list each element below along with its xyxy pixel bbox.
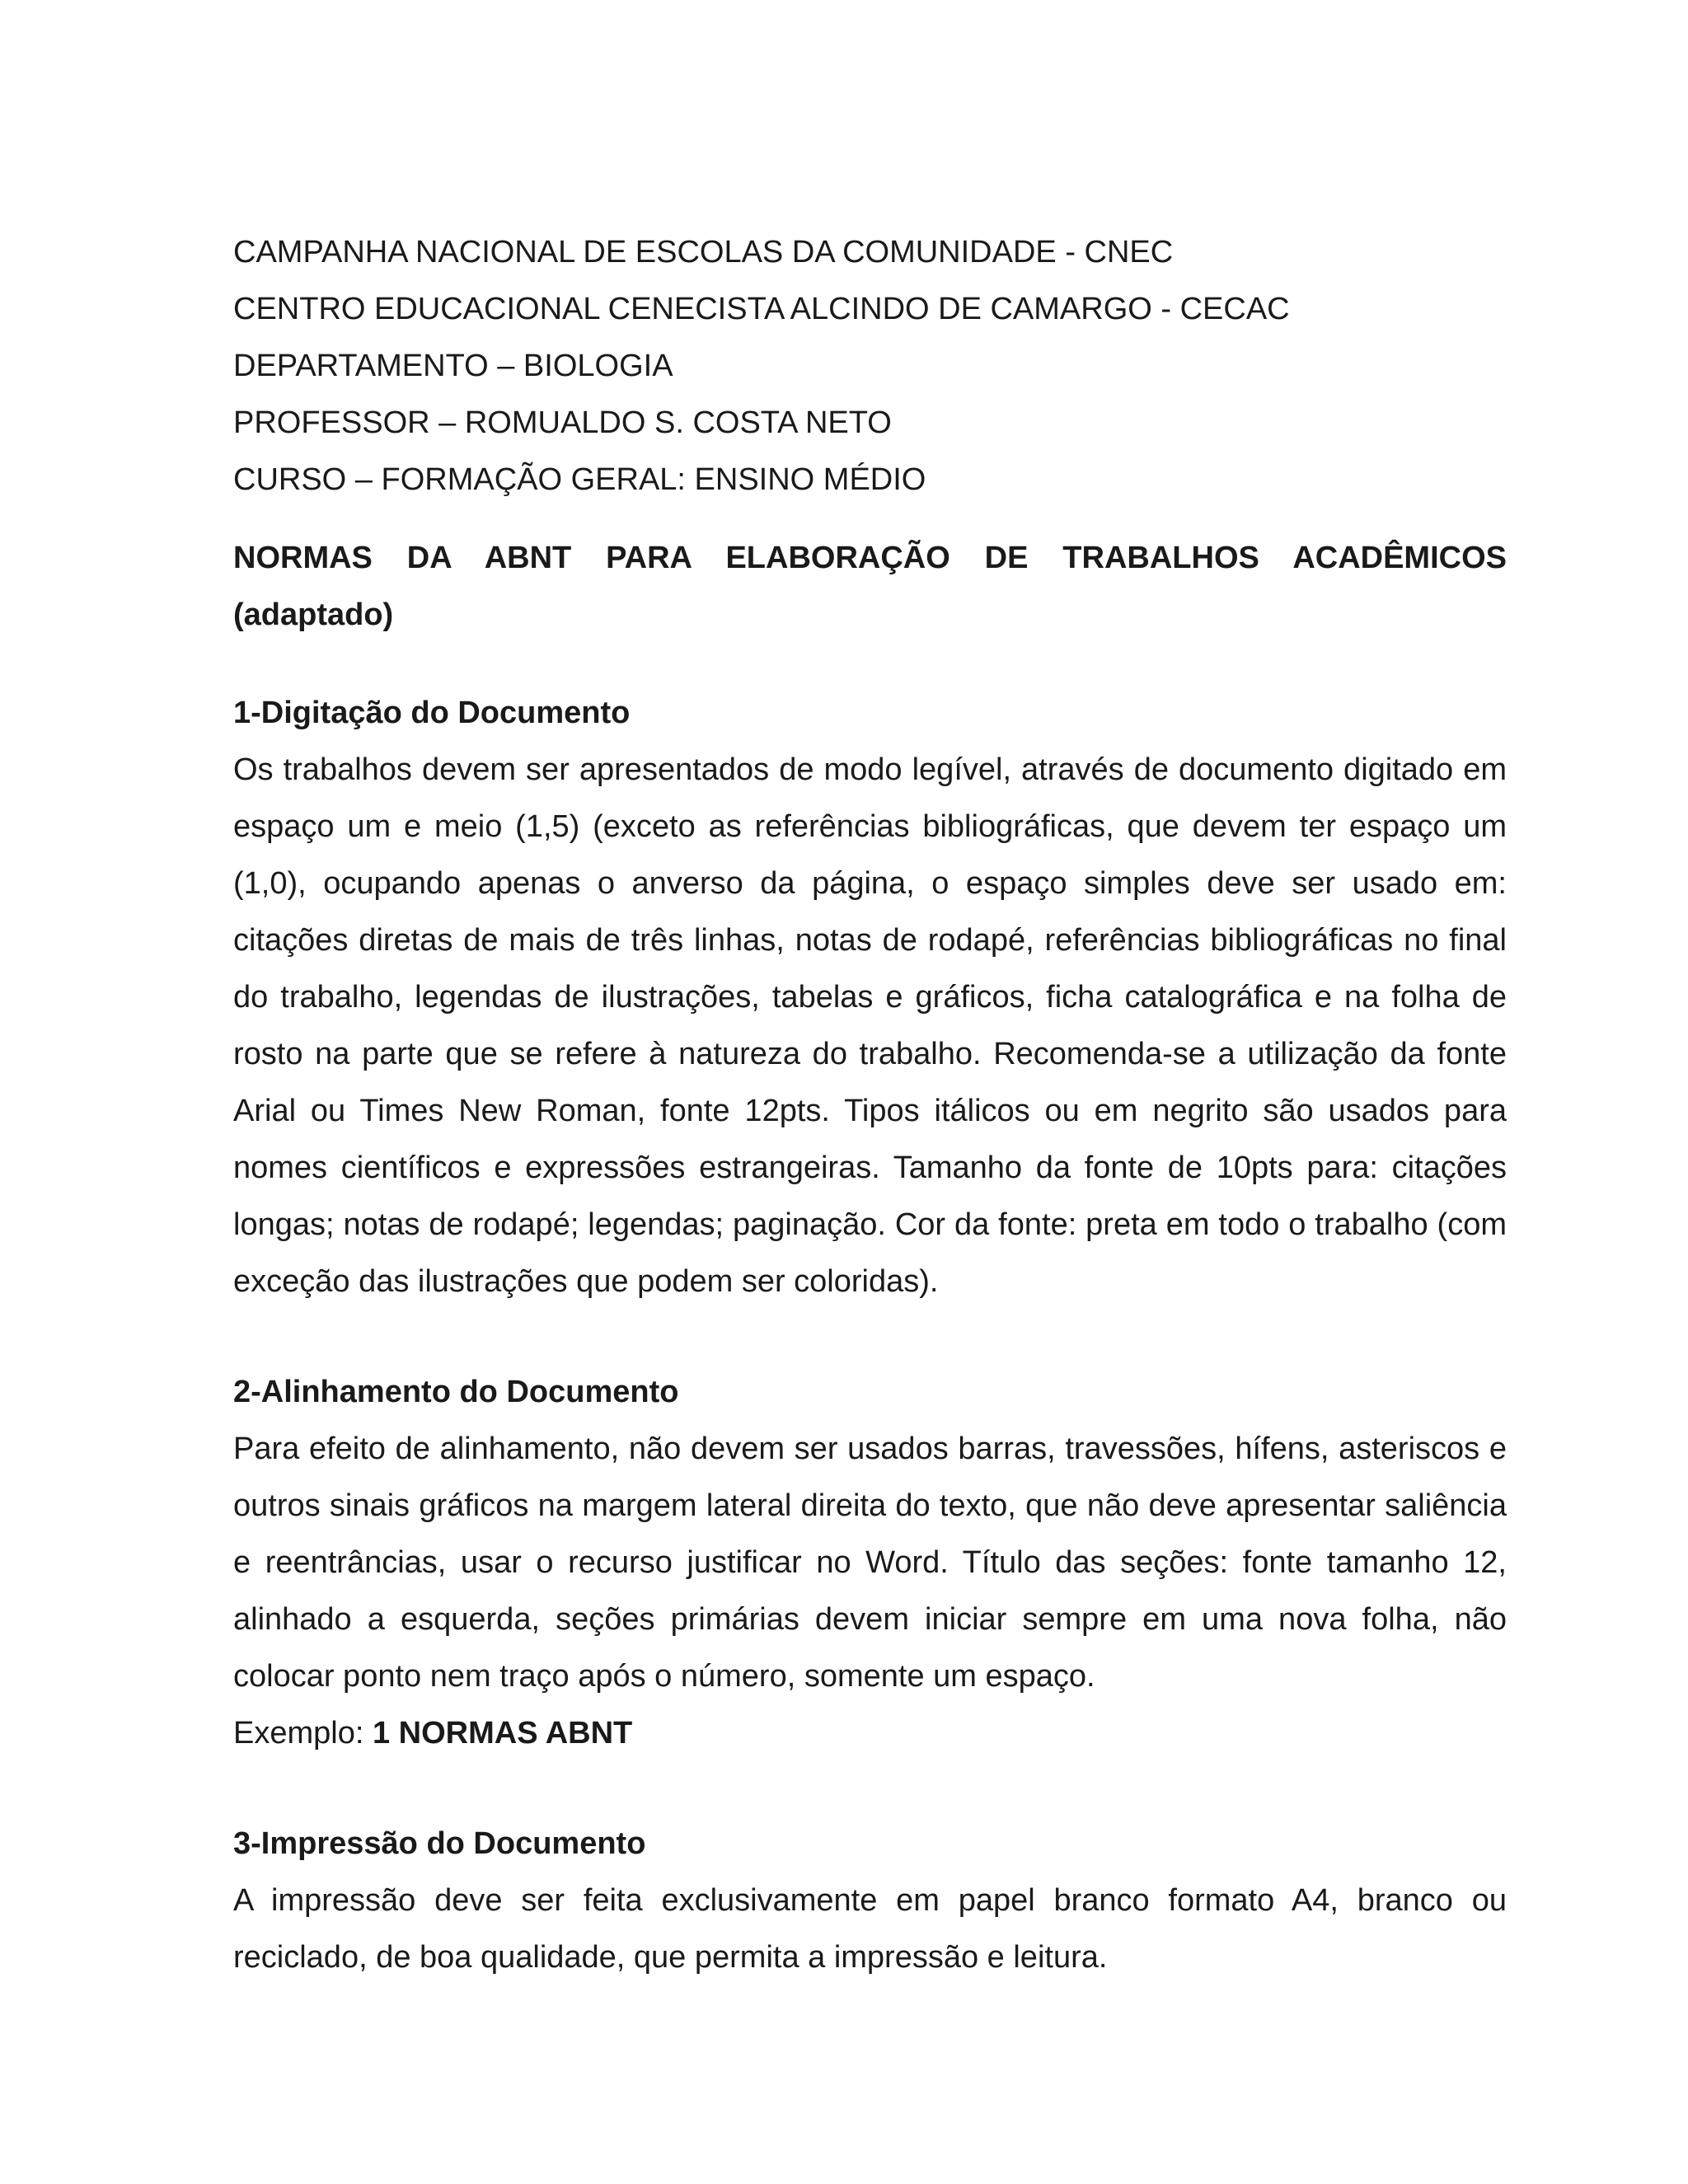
section-body: A impressão deve ser feita exclusivamente em papel branco formato A4, branco ou reciclado, de boa qualidade, que permita a impressão e leitura. [233,1883,1507,1975]
section-heading: 1-Digitação do Documento [233,696,631,730]
document-title [233,530,1507,644]
section-heading: 2-Alinhamento do Documento [233,1375,679,1409]
header-institution: CAMPANHA NACIONAL DE ESCOLAS DA COMUNIDADE - CNEC [233,235,1174,269]
example-value: 1 NORMAS ABNT [372,1716,633,1750]
section-body: Os trabalhos devem ser apresentados de modo legível, através de documento digitado em espaço um e meio (1,5) (exceto as referências bibliográficas, que devem ter espaço um (1,0), ocupando apenas o anverso da página, o espaço simples deve ser usado em: citações diretas de mais de três linhas, notas de rodapé, referências bibliográficas no final do trabalho, legendas de ilustrações, tabelas e gráficos, ficha catalográfica e na folha de rosto na parte que se refere à natureza do trabalho. Recomenda-se a utilização da fonte Arial ou Times New Roman, fonte 12pts. Tipos itálicos ou em negrito são usados para nomes científicos e expressões estrangeiras. Tamanho da fonte de 10pts para: citações longas; notas de rodapé; legendas; paginação. Cor da fonte: preta em todo o trabalho (com exceção das ilustrações que podem ser coloridas). [233,752,1507,1299]
header-department: DEPARTAMENTO – BIOLOGIA [233,349,673,383]
header-school: CENTRO EDUCACIONAL CENECISTA ALCINDO DE CAMARGO - CECAC [233,292,1290,326]
section-typing [233,685,1507,1310]
document-title-subtitle: (adaptado) [233,598,394,632]
document-page [233,224,1507,1986]
section-printing [233,1816,1507,1986]
example-label: Exemplo: [233,1716,373,1750]
section-body: Para efeito de alinhamento, não devem ser usados barras, travessões, hífens, asteriscos e outros sinais gráficos na margem lateral direita do texto, que não deve apresentar saliência e reentrâncias, usar o recurso justificar no Word. Título das seções: fonte tamanho 12, alinhado a esquerda, seções primárias devem iniciar sempre em uma nova folha, não colocar ponto nem traço após o número, somente um espaço. [233,1432,1507,1694]
section-alignment [233,1364,1507,1762]
example-line [233,1705,1507,1762]
document-title-main: NORMAS DA ABNT PARA ELABORAÇÃO DE TRABALHOS ACADÊMICOS [233,541,1507,575]
header-course: CURSO – FORMAÇÃO GERAL: ENSINO MÉDIO [233,462,926,497]
document-header [233,224,1507,509]
header-professor: PROFESSOR – ROMUALDO S. COSTA NETO [233,405,892,440]
section-heading: 3-Impressão do Documento [233,1826,646,1861]
